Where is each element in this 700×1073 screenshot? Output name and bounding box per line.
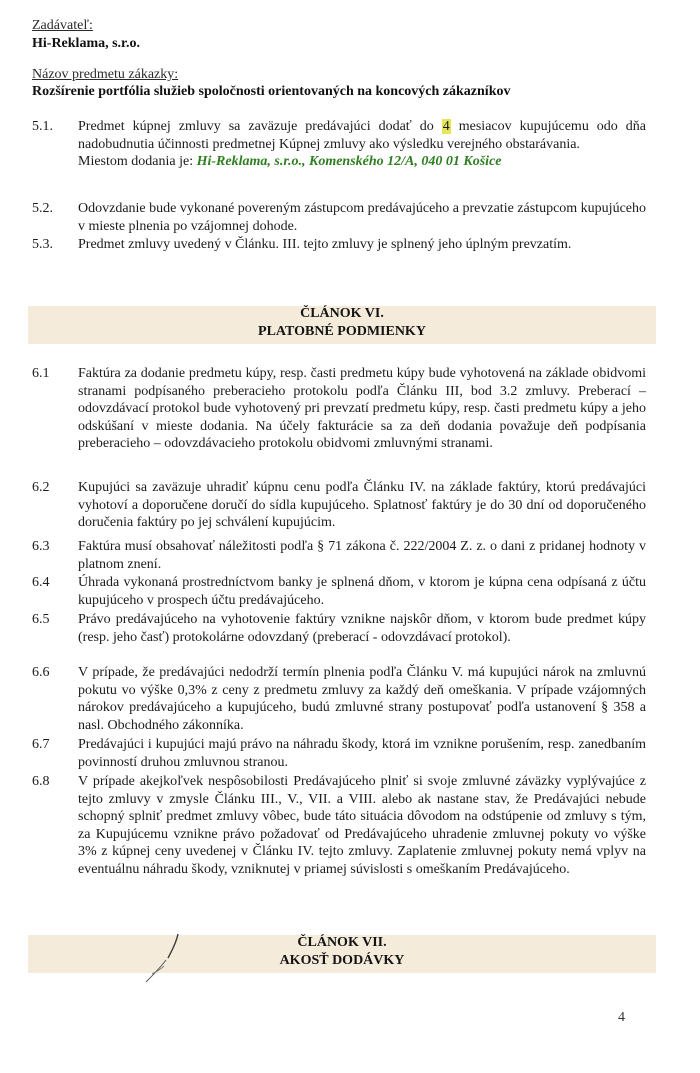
clause-number: 6.7 — [32, 737, 50, 752]
contracting-authority-label: Zadávateľ: — [32, 18, 93, 33]
clause-number: 6.8 — [32, 774, 50, 789]
clause-text: Odovzdanie bude vykonané povereným zástupcom predávajúceho a prevzatie zástupcom kupujúceho v mieste plnenia po vzájomnej dohode. — [78, 201, 646, 234]
handwritten-mark — [138, 930, 198, 990]
contract-subject-value: Rozšírenie portfólia služieb spoločnosti orientovaných na koncových zákazníkov — [32, 84, 511, 99]
clause-number: 6.2 — [32, 480, 50, 495]
clause-5-2 — [32, 200, 660, 236]
clause-text: Predávajúci i kupujúci majú právo na náhradu škody, ktorá im vznikne porušením, resp. zanedbaním povinností druhou zmluvnou stranou. — [78, 737, 646, 770]
clause-text: V prípade, že predávajúci nedodrží termín plnenia podľa Článku V. má kupujúci nárok na zmluvnú pokutu vo výške 0,3% z ceny z predmetu zmluvy za každý deň omeškania. V prípade vzájomných nárokov predávajúceho a kupujúceho, budú zmluvné strany postupovať podľa ustanovení § 358 a nasl. Obchodného zákonníka. — [78, 665, 646, 733]
clause-text: Kupujúci sa zaväzuje uhradiť kúpnu cenu podľa Článku IV. na základe faktúry, ktorú predávajúci vyhotoví a doporučene doručí do sídla kupujúceho. Splatnosť faktúry je do 30 dní od doporučeného doručenia faktúry po jej schválení kupujúcim. — [78, 480, 646, 530]
clause-text-part: Predmet kúpnej zmluvy sa zaväzuje predávajúci dodať do — [78, 119, 442, 134]
clause-text: Predmet zmluvy uvedený v Článku. III. tejto zmluvy je splnený jeho úplným prevzatím. — [78, 237, 572, 252]
clause-text: Faktúra za dodanie predmetu kúpy, resp. časti predmetu kúpy bude vyhotovená na základe obidvomi stranami podpísaného preberacieho protokolu podľa Článku III, bod 3.2 zmluvy. Preberací – odovzdávací protokol bude vyhotovený pri prevzatí predmetu kúpy, resp. časti predmetu kúpy a jeho odskúšaní v mieste dodania. Na účely fakturácie sa za deň dodania považuje deň podpísania preberacieho – odovzdávacieho protokolu obidvomi zmluvnými stranami. — [78, 366, 646, 451]
clause-number: 6.1 — [32, 366, 50, 381]
article-7-number: ČLÁNOK VII. — [297, 935, 387, 950]
clause-number: 5.1. — [32, 119, 53, 134]
clause-5-1 — [32, 118, 660, 190]
page-number: 4 — [618, 1010, 625, 1025]
clause-number: 6.6 — [32, 665, 50, 680]
clause-5-3 — [32, 236, 660, 272]
delivery-place-label: Miestom dodania je: — [78, 154, 197, 169]
clause-number: 6.5 — [32, 612, 50, 627]
clause-number: 5.3. — [32, 237, 53, 252]
article-7-title: AKOSŤ DODÁVKY — [279, 953, 405, 968]
contracting-authority-value: Hi-Reklama, s.r.o. — [32, 36, 140, 51]
clause-text-part: mesiacov kupujúcemu odo dňa nadobudnutia účinnosti predmetnej Kúpnej zmluvy ako výsledku verejného obstarávania. — [78, 119, 646, 152]
clause-text: Právo predávajúceho na vyhotovenie faktúry vznikne najskôr dňom, v ktorom bude predmet kúpy (resp. jeho časť) protokolárne odovzdaný (preberací - odovzdávací protokol). — [78, 612, 646, 645]
clause-number: 5.2. — [32, 201, 53, 216]
article-6-title: PLATOBNÉ PODMIENKY — [258, 324, 426, 339]
delivery-place-value: Hi-Reklama, s.r.o., Komenského 12/A, 040 01 Košice — [196, 154, 502, 169]
article-6-number: ČLÁNOK VI. — [300, 306, 384, 321]
clause-number: 6.4 — [32, 575, 50, 590]
clause-text — [78, 118, 646, 171]
clause-number: 6.3 — [32, 539, 50, 554]
clause-text: Úhrada vykonaná prostredníctvom banky je splnená dňom, v ktorom je kúpna cena odpísaná z účtu kupujúceho v prospech účtu predávajúceho. — [78, 575, 646, 608]
clause-text: V prípade akejkoľvek nespôsobilosti Predávajúceho plniť si svoje zmluvné záväzky vyplývajúce z tejto zmluvy v zmysle Článku III., V., VII. a VIII. alebo ak nastane stav, že Predávajúci nebude schopný splniť predmet zmluvy vôbec, bude táto situácia dôvodom na odstúpenie od zmluvy s tým, za Kupujúcemu vznikne právo požadovať od Predávajúceho uhradenie zmluvnej pokuty vo výške 3% z kúpnej ceny uvedenej v Článku IV. tejto zmluvy. Zaplatenie zmluvnej pokuty nemá vplyv na eventuálnu náhradu škody, vzniknutej v priamej súvislosti s omeškaním Predávajúceho. — [78, 774, 646, 877]
highlighted-value: 4 — [442, 119, 450, 134]
clause-text: Faktúra musí obsahovať náležitosti podľa § 71 zákona č. 222/2004 Z. z. o dani z pridanej hodnoty v platnom znení. — [78, 539, 646, 572]
contract-subject-label: Názov predmetu zákazky: — [32, 67, 179, 82]
